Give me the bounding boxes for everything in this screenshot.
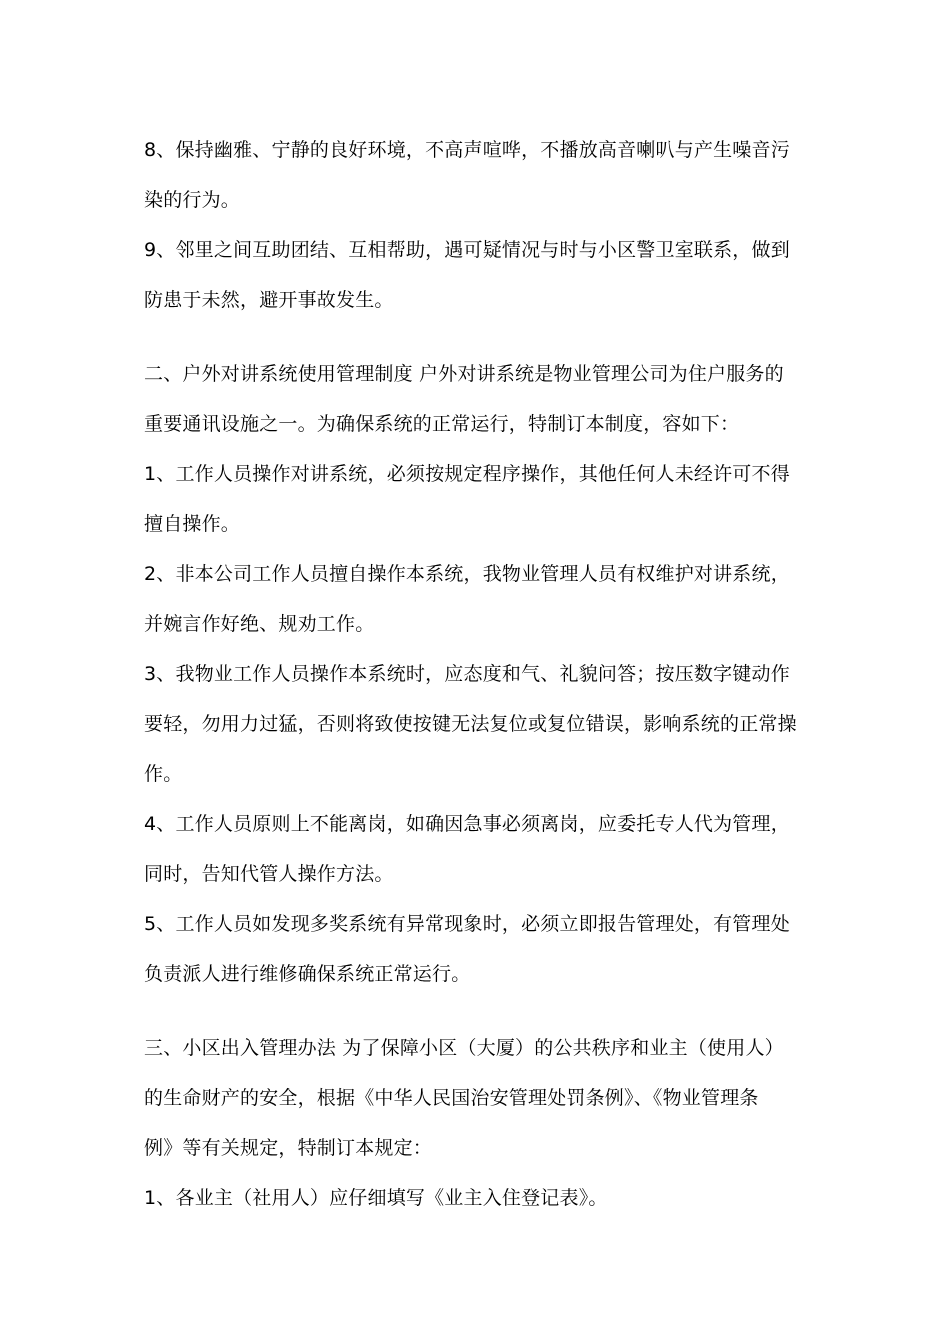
text-line: 作。 [144, 763, 183, 785]
text-line: 同时，告知代管人操作方法。 [144, 863, 394, 885]
text-line: 9、邻里之间互助团结、互相帮助，遇可疑情况与时与小区警卫室联系，做到 [144, 239, 790, 261]
text-line: 3、我物业工作人员操作本系统时，应态度和气、礼貌问答；按压数字键动作 [144, 663, 790, 685]
text-line: 5、工作人员如发现多奖系统有异常现象时，必须立即报告管理处，有管理处 [144, 913, 790, 935]
text-line: 要轻，勿用力过猛，否则将致使按键无法复位或复位错误，影响系统的正常操 [144, 713, 797, 735]
text-line: 2、非本公司工作人员擅自操作本系统，我物业管理人员有权维护对讲系统， [144, 563, 790, 585]
text-line: 擅自操作。 [144, 513, 241, 535]
section-heading-line: 二、户外对讲系统使用管理制度 户外对讲系统是物业管理公司为住户服务的 [144, 363, 784, 385]
text-line: 重要通讯设施之一。为确保系统的正常运行，特制订本制度，容如下： [144, 413, 740, 435]
text-line: 染的行为。 [144, 189, 241, 211]
text-line: 防患于未然，避开事故发生。 [144, 289, 394, 311]
text-line: 并婉言作好绝、规劝工作。 [144, 613, 375, 635]
text-line: 4、工作人员原则上不能离岗，如确因急事必须离岗，应委托专人代为管理， [144, 813, 790, 835]
section-heading-line: 三、小区出入管理办法 为了保障小区（大厦）的公共秩序和业主（使用人） [144, 1037, 784, 1059]
text-line: 8、保持幽雅、宁静的良好环境，不高声喧哗，不播放高音喇叭与产生噪音污 [144, 139, 790, 161]
text-line: 例》等有关规定，特制订本规定： [144, 1137, 433, 1159]
text-line: 负责派人进行维修确保系统正常运行。 [144, 963, 471, 985]
text-line: 1、各业主（社用人）应仔细填写《业主入住登记表》。 [144, 1187, 608, 1209]
text-line: 1、工作人员操作对讲系统，必须按规定程序操作，其他任何人未经许可不得 [144, 463, 790, 485]
text-line: 的生命财产的安全，根据《中华人民国治安管理处罚条例》、《物业管理条 [144, 1087, 759, 1109]
